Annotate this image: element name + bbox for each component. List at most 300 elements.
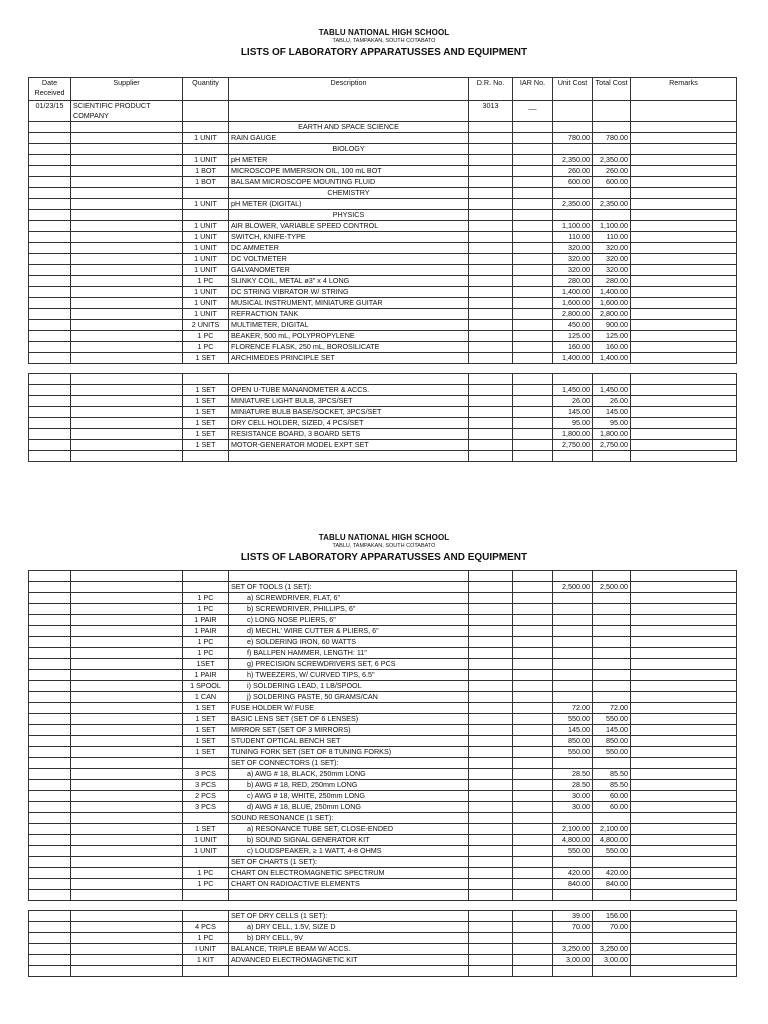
unit-cost-cell [553,144,593,155]
description-cell: BALSAM MICROSCOPE MOUNTING FLUID [229,177,469,188]
iar-cell [513,188,553,199]
remarks-cell [631,571,737,582]
date-cell [29,451,71,462]
date-cell [29,407,71,418]
unit-cost-cell [553,681,593,692]
remarks-cell [631,955,737,966]
dr-cell [469,440,513,451]
iar-cell [513,243,553,254]
school-address: TABLU, TAMPAKAN, SOUTH COTABATO [332,543,436,549]
page-2-header [0,533,768,563]
quantity-cell [183,890,229,901]
supplier-cell [71,835,183,846]
supplier-cell [71,254,183,265]
quantity-cell [183,758,229,769]
supplier-cell [71,342,183,353]
dr-cell [469,188,513,199]
total-cost-cell: 145.00 [593,407,631,418]
dr-cell [469,232,513,243]
iar-cell [513,857,553,868]
dr-cell [469,944,513,955]
unit-cost-cell: 2,350.00 [553,155,593,166]
iar-cell [513,758,553,769]
total-cost-cell: 160.00 [593,342,631,353]
dr-cell [469,714,513,725]
table-row [29,331,737,342]
dr-cell [469,353,513,364]
remarks-cell [631,440,737,451]
description-cell: AIR BLOWER, VARIABLE SPEED CONTROL [229,221,469,232]
description-cell: e) SOLDERING IRON, 60 WATTS [229,637,469,648]
col-iar-no: IAR No. [513,78,553,101]
supplier-cell [71,626,183,637]
table-row [29,703,737,714]
total-cost-cell: 2,350.00 [593,155,631,166]
col-supplier: Supplier [71,78,183,101]
total-cost-cell: 60.00 [593,791,631,802]
quantity-cell: 1 UNIT [183,835,229,846]
remarks-cell [631,166,737,177]
supplier-cell [71,615,183,626]
dr-cell [469,243,513,254]
description-cell: d) MECHL' WIRE CUTTER & PLIERS, 6" [229,626,469,637]
dr-cell [469,813,513,824]
iar-cell [513,210,553,221]
total-cost-cell: 1,800.00 [593,429,631,440]
total-cost-cell: 2,350.00 [593,199,631,210]
unit-cost-cell [553,615,593,626]
description-cell: RESISTANCE BOARD, 3 BOARD SETS [229,429,469,440]
supplier-cell [71,276,183,287]
dr-cell [469,846,513,857]
unit-cost-cell: 70.00 [553,922,593,933]
supplier-cell [71,879,183,890]
date-cell [29,966,71,977]
unit-cost-cell: 550.00 [553,714,593,725]
dr-cell [469,692,513,703]
quantity-cell [183,210,229,221]
total-cost-cell: 550.00 [593,714,631,725]
remarks-cell [631,133,737,144]
iar-cell [513,604,553,615]
supplier-cell [71,966,183,977]
description-cell: DC AMMETER [229,243,469,254]
quantity-cell: 1 UNIT [183,846,229,857]
dr-cell [469,320,513,331]
description-cell: EARTH AND SPACE SCIENCE [229,122,469,133]
supplier-cell [71,571,183,582]
quantity-cell: 1 BOT [183,166,229,177]
school-address: TABLU, TAMPAKAN, SOUTH COTABATO [332,38,436,44]
date-cell [29,714,71,725]
supplier-cell [71,364,183,374]
table-row [29,824,737,835]
table-row [29,232,737,243]
total-cost-cell: 95.00 [593,418,631,429]
description-cell: MINIATURE BULB BASE/SOCKET, 3PCS/SET [229,407,469,418]
dr-cell [469,309,513,320]
remarks-cell [631,780,737,791]
total-cost-cell: 26.00 [593,396,631,407]
total-cost-cell [593,451,631,462]
iar-cell [513,155,553,166]
dr-cell [469,901,513,911]
description-cell: c) AWG # 18, WHITE, 250mm LONG [229,791,469,802]
description-cell: pH METER (DIGITAL) [229,199,469,210]
unit-cost-cell: 145.00 [553,407,593,418]
iar-cell [513,670,553,681]
dr-cell [469,155,513,166]
date-cell [29,331,71,342]
inventory-table-page-2 [28,570,737,977]
quantity-cell: 1 SPOOL [183,681,229,692]
quantity-cell: 1 UNIT [183,221,229,232]
description-cell: a) AWG # 18, BLACK, 250mm LONG [229,769,469,780]
total-cost-cell: 2,800.00 [593,309,631,320]
quantity-cell: 1SET [183,659,229,670]
remarks-cell [631,791,737,802]
supplier-cell [71,857,183,868]
supplier-cell [71,385,183,396]
date-cell [29,221,71,232]
description-cell: SOUND RESONANCE (1 SET): [229,813,469,824]
table-row [29,791,737,802]
unit-cost-cell: 550.00 [553,846,593,857]
total-cost-cell: 1,600.00 [593,298,631,309]
remarks-cell [631,221,737,232]
dr-cell [469,681,513,692]
description-cell: CHART ON ELECTROMAGNETIC SPECTRUM [229,868,469,879]
remarks-cell [631,966,737,977]
date-cell [29,582,71,593]
description-cell: SET OF CHARTS (1 SET): [229,857,469,868]
supplier-cell [71,287,183,298]
unit-cost-cell: 26.00 [553,396,593,407]
unit-cost-cell [553,571,593,582]
description-cell: ADVANCED ELECTROMAGNETIC KIT [229,955,469,966]
quantity-cell: 1 UNIT [183,232,229,243]
total-cost-cell [593,593,631,604]
quantity-cell: 1 SET [183,714,229,725]
supplier-cell [71,418,183,429]
total-cost-cell [593,101,631,122]
iar-cell [513,615,553,626]
table-row [29,440,737,451]
remarks-cell [631,714,737,725]
table-row [29,199,737,210]
remarks-cell [631,276,737,287]
table-row [29,692,737,703]
col-remarks: Remarks [631,78,737,101]
description-cell: h) TWEEZERS, W/ CURVED TIPS, 6.5" [229,670,469,681]
date-cell [29,879,71,890]
remarks-cell [631,265,737,276]
dr-cell [469,703,513,714]
description-cell [229,374,469,385]
supplier-cell [71,648,183,659]
total-cost-cell: 420.00 [593,868,631,879]
quantity-cell: 1 PC [183,637,229,648]
remarks-cell [631,769,737,780]
description-cell: STUDENT OPTICAL BENCH SET [229,736,469,747]
description-cell: SET OF TOOLS (1 SET): [229,582,469,593]
remarks-cell [631,692,737,703]
remarks-cell [631,604,737,615]
iar-cell [513,265,553,276]
supplier-cell [71,232,183,243]
iar-cell [513,276,553,287]
unit-cost-cell: 72.00 [553,703,593,714]
table-row [29,571,737,582]
supplier-cell [71,769,183,780]
quantity-cell: 1 UNIT [183,199,229,210]
total-cost-cell [593,615,631,626]
remarks-cell [631,374,737,385]
total-cost-cell: 125.00 [593,331,631,342]
dr-cell [469,451,513,462]
table-row [29,396,737,407]
iar-cell [513,582,553,593]
supplier-cell [71,407,183,418]
remarks-cell [631,857,737,868]
date-cell [29,659,71,670]
remarks-cell [631,890,737,901]
date-cell [29,122,71,133]
total-cost-cell [593,648,631,659]
description-cell: b) SCREWDRIVER, PHILLIPS, 6" [229,604,469,615]
total-cost-cell: 550.00 [593,846,631,857]
date-cell [29,857,71,868]
date-cell [29,824,71,835]
quantity-cell: 1 SET [183,385,229,396]
description-cell [229,890,469,901]
total-cost-cell [593,626,631,637]
supplier-cell [71,692,183,703]
description-cell: MULTIMETER, DIGITAL [229,320,469,331]
unit-cost-cell [553,933,593,944]
iar-cell [513,692,553,703]
total-cost-cell: 3,00.00 [593,955,631,966]
total-cost-cell: 2,100.00 [593,824,631,835]
date-cell [29,342,71,353]
quantity-cell [183,911,229,922]
remarks-cell [631,824,737,835]
description-cell: GALVANOMETER [229,265,469,276]
total-cost-cell [593,364,631,374]
section-row [29,144,737,155]
total-cost-cell: 320.00 [593,265,631,276]
quantity-cell [183,188,229,199]
section-row [29,188,737,199]
quantity-cell: 1 UNIT [183,254,229,265]
total-cost-cell [593,659,631,670]
iar-cell [513,868,553,879]
quantity-cell: 3 PCS [183,802,229,813]
table-row [29,166,737,177]
quantity-cell: 1 PC [183,342,229,353]
remarks-cell [631,659,737,670]
unit-cost-cell [553,101,593,122]
table-row [29,813,737,824]
total-cost-cell: 850.00 [593,736,631,747]
iar-cell: __ [513,101,553,122]
quantity-cell: 2 PCS [183,791,229,802]
remarks-cell [631,243,737,254]
unit-cost-cell [553,604,593,615]
remarks-cell [631,232,737,243]
remarks-cell [631,188,737,199]
supplier-cell [71,868,183,879]
supplier-cell [71,944,183,955]
total-cost-cell: 3,250.00 [593,944,631,955]
description-cell: SET OF CONNECTORS (1 SET): [229,758,469,769]
table-row [29,177,737,188]
dr-cell [469,396,513,407]
supplier-cell [71,188,183,199]
iar-cell [513,287,553,298]
description-cell: REFRACTION TANK [229,309,469,320]
remarks-cell [631,802,737,813]
dr-cell [469,385,513,396]
table-row [29,593,737,604]
iar-cell [513,911,553,922]
date-cell [29,265,71,276]
quantity-cell: 1 KIT [183,955,229,966]
iar-cell [513,846,553,857]
unit-cost-cell [553,188,593,199]
date-cell [29,144,71,155]
quantity-cell: 1 SET [183,824,229,835]
supplier-cell [71,911,183,922]
dr-cell [469,637,513,648]
total-cost-cell: 780.00 [593,133,631,144]
iar-cell [513,177,553,188]
description-cell [229,451,469,462]
quantity-cell: 1 SET [183,736,229,747]
total-cost-cell: 2,500.00 [593,582,631,593]
dr-cell [469,582,513,593]
iar-cell [513,747,553,758]
dr-cell [469,791,513,802]
unit-cost-cell: 260.00 [553,166,593,177]
total-cost-cell [593,890,631,901]
total-cost-cell: 1,400.00 [593,353,631,364]
dr-cell [469,747,513,758]
quantity-cell [183,857,229,868]
unit-cost-cell [553,593,593,604]
unit-cost-cell: 30.00 [553,802,593,813]
iar-cell [513,221,553,232]
description-cell: CHART ON RADIOACTIVE ELEMENTS [229,879,469,890]
remarks-cell [631,101,737,122]
table-row [29,681,737,692]
supplier-cell [71,714,183,725]
remarks-cell [631,122,737,133]
col-quantity: Quantity [183,78,229,101]
supplier-cell [71,736,183,747]
remarks-cell [631,703,737,714]
iar-cell [513,122,553,133]
dr-cell [469,593,513,604]
table-row [29,133,737,144]
unit-cost-cell: 39.00 [553,911,593,922]
table-row [29,221,737,232]
quantity-cell: 1 SET [183,396,229,407]
unit-cost-cell: 320.00 [553,254,593,265]
quantity-cell: 1 SET [183,429,229,440]
supplier-cell [71,210,183,221]
unit-cost-cell [553,648,593,659]
dr-cell [469,769,513,780]
remarks-cell [631,615,737,626]
supplier-cell: SCIENTIFIC PRODUCT COMPANY [71,101,183,122]
quantity-cell: 3 PCS [183,780,229,791]
unit-cost-cell: 450.00 [553,320,593,331]
table-row [29,320,737,331]
supplier-cell [71,604,183,615]
unit-cost-cell: 1,400.00 [553,287,593,298]
iar-cell [513,681,553,692]
iar-cell [513,353,553,364]
description-cell: a) RESONANCE TUBE SET, CLOSE-ENDED [229,824,469,835]
description-cell: DC VOLTMETER [229,254,469,265]
supplier-cell [71,890,183,901]
quantity-cell: 1 PC [183,331,229,342]
date-cell [29,604,71,615]
date-cell [29,210,71,221]
quantity-cell: I UNIT [183,944,229,955]
description-cell: MINIATURE LIGHT BULB, 3PCS/SET [229,396,469,407]
table-row [29,418,737,429]
date-cell [29,835,71,846]
date-cell [29,155,71,166]
unit-cost-cell: 95.00 [553,418,593,429]
unit-cost-cell [553,374,593,385]
date-cell [29,747,71,758]
table-row [29,101,737,122]
iar-cell [513,385,553,396]
total-cost-cell: 85.50 [593,780,631,791]
table-row [29,385,737,396]
quantity-cell: 1 UNIT [183,133,229,144]
total-cost-cell: 60.00 [593,802,631,813]
remarks-cell [631,385,737,396]
quantity-cell [183,101,229,122]
unit-cost-cell: 110.00 [553,232,593,243]
date-cell [29,637,71,648]
quantity-cell [183,571,229,582]
date-cell [29,911,71,922]
unit-cost-cell: 1,100.00 [553,221,593,232]
supplier-cell [71,133,183,144]
supplier-cell [71,670,183,681]
description-cell [229,966,469,977]
supplier-cell [71,429,183,440]
dr-cell [469,298,513,309]
section-row [29,210,737,221]
supplier-cell [71,396,183,407]
unit-cost-cell [553,626,593,637]
date-cell [29,243,71,254]
total-cost-cell: 260.00 [593,166,631,177]
table-row [29,868,737,879]
col-description: Description [229,78,469,101]
table-row [29,626,737,637]
remarks-cell [631,287,737,298]
total-cost-cell: 1,450.00 [593,385,631,396]
unit-cost-cell [553,813,593,824]
total-cost-cell [593,637,631,648]
